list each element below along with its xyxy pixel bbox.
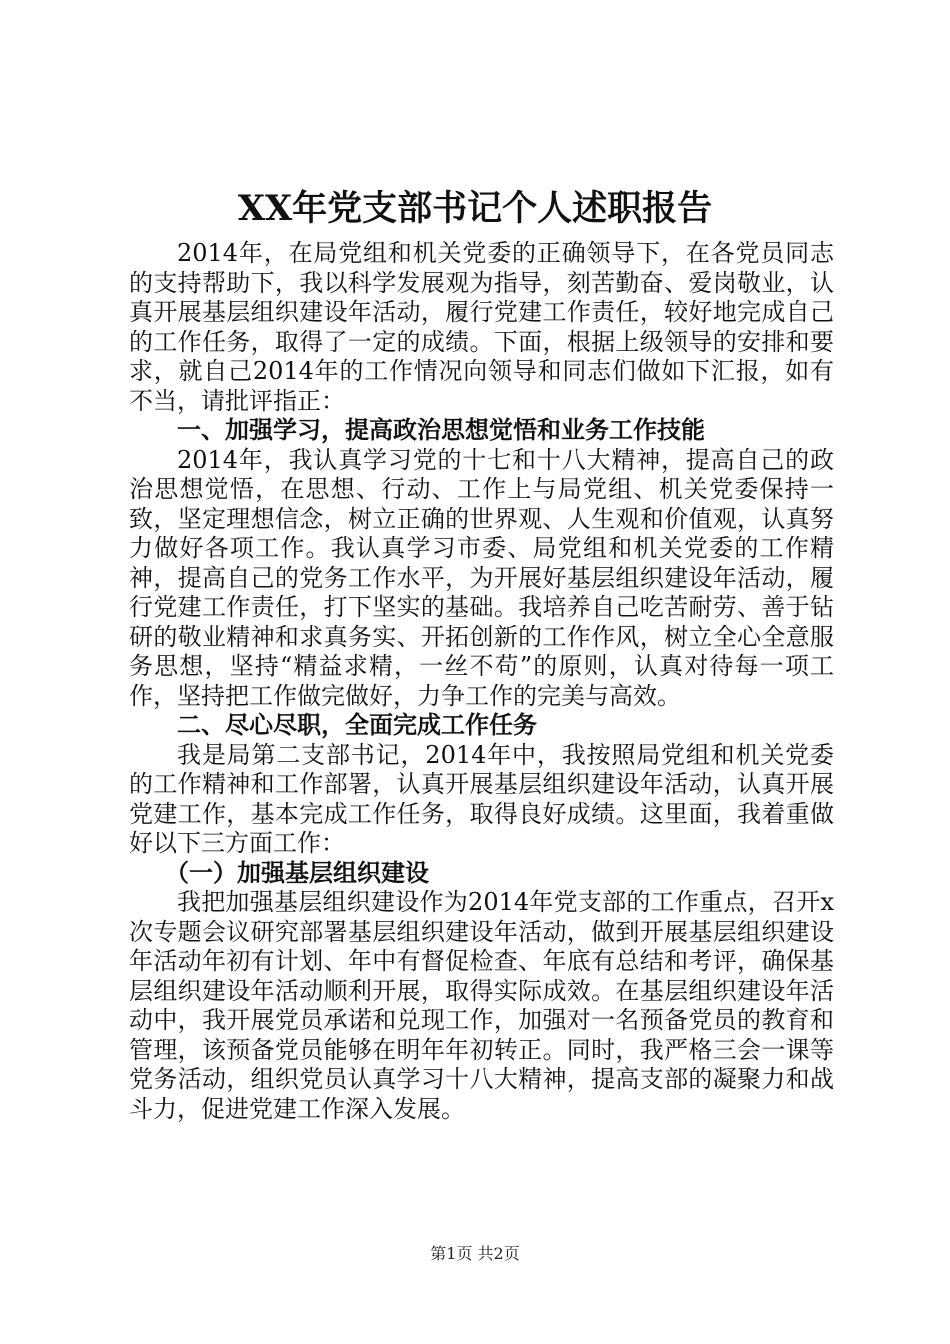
subsection-1-heading: （一）加强基层组织建设 xyxy=(165,858,429,887)
intro-paragraph: 2014年，在局党组和机关党委的正确领导下，在各党员同志的支持帮助下，我以科学发展观为指导，刻苦勤奋、爱岗敬业，认真开展基层组织建设年活动，履行党建工作责任，较好地完成自己的工作任务，取得了一定的成绩。下面，根据上级领导的安排和要求，就自己2014年的工作情况向领导和同志们做如下汇报，如有不当，请批评指正： xyxy=(129,239,834,415)
page-number-footer: 第1页 共2页 xyxy=(430,1244,520,1263)
section-1-heading: 一、加强学习，提高政治思想觉悟和业务工作技能 xyxy=(177,416,705,444)
subsection-1-paragraph: 我把加强基层组织建设作为2014年党支部的工作重点，召开x次专题会议研究部署基层组织建设年活动，做到开展基层组织建设年活动年初有计划、年中有督促检查、年底有总结和考评，确保基层组织建设年活动顺利开展，取得实际成效。在基层组织建设年活动中，我开展党员承诺和兑现工作，加强对一名预备党员的教育和管理，该预备党员能够在明年年初转正。同时，我严格三会一课等党务活动，组织党员认真学习十八大精神，提高支部的凝聚力和战斗力，促进党建工作深入发展。 xyxy=(129,888,834,1123)
section-1-paragraph: 2014年，我认真学习党的十七和十八大精神，提高自己的政治思想觉悟，在思想、行动、工作上与局党组、机关党委保持一致，坚定理想信念，树立正确的世界观、人生观和价值观，认真努力做好各项工作。我认真学习市委、局党组和机关党委的工作精神，提高自己的党务工作水平，为开展好基层组织建设年活动，履行党建工作责任，打下坚实的基础。我培养自己吃苦耐劳、善于钻研的敬业精神和求真务实、开拓创新的工作作风，树立全心全意服务思想，坚持“精益求精，一丝不苟”的原则，认真对待每一项工作，坚持把工作做完做好，力争工作的完美与高效。 xyxy=(129,445,834,710)
document-title: XX年党支部书记个人述职报告 xyxy=(237,188,713,229)
document-body xyxy=(129,239,834,1124)
section-2-heading: 二、尽心尽职，全面完成工作任务 xyxy=(177,711,537,739)
section-2-paragraph: 我是局第二支部书记，2014年中，我按照局党组和机关党委的工作精神和工作部署，认真开展基层组织建设年活动，认真开展党建工作，基本完成工作任务，取得良好成绩。这里面，我着重做好以下三方面工作： xyxy=(129,740,834,857)
